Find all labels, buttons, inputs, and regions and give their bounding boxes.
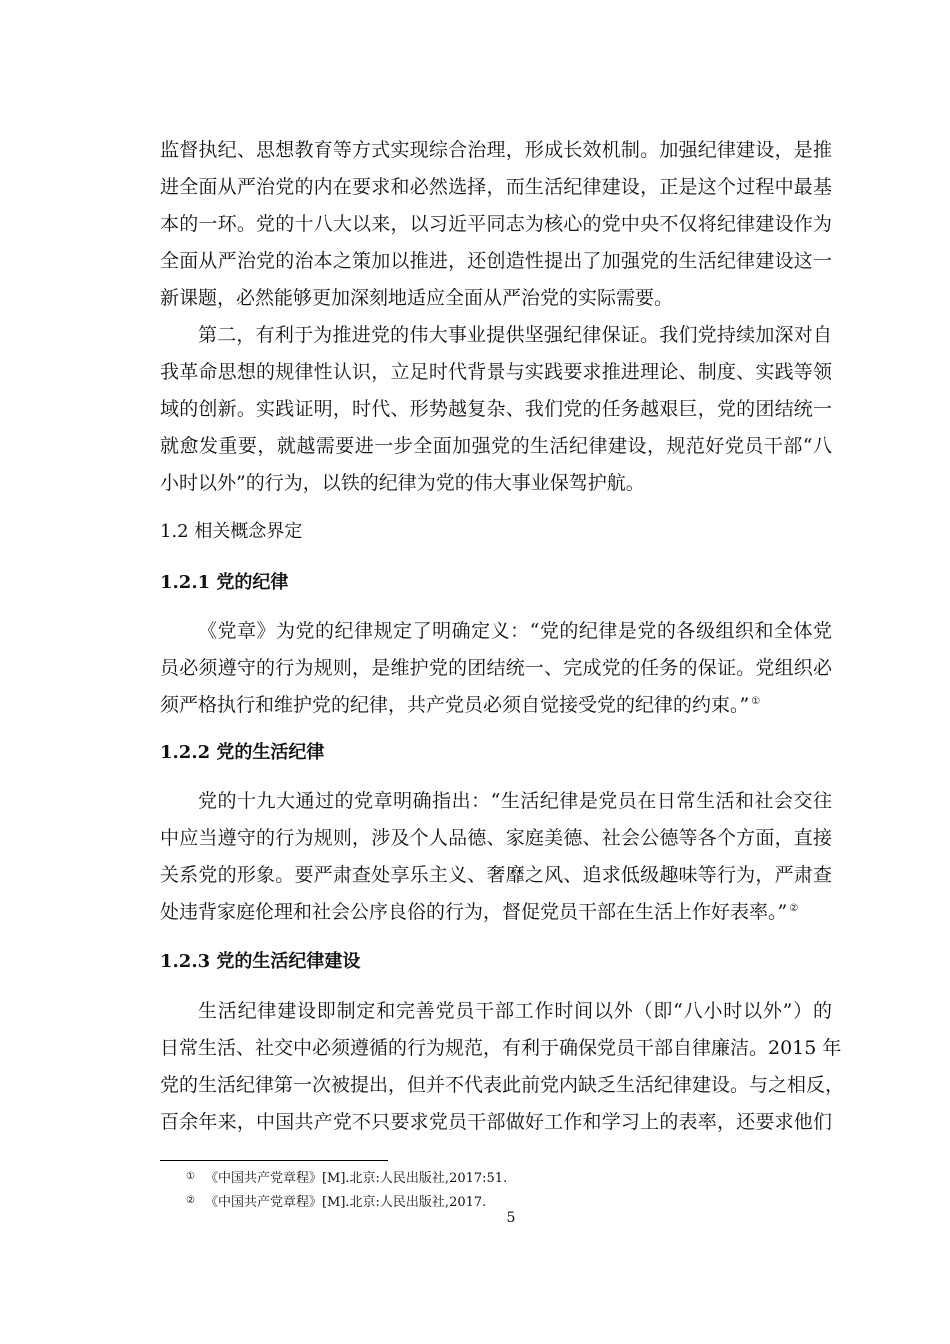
paragraph-line: 我革命思想的规律性认识，立足时代背景与实践要求推进理论、制度、实践等领 <box>160 361 832 383</box>
section-heading: 1.2 相关概念界定 <box>160 521 303 542</box>
footnote-mark: ① <box>186 1171 195 1182</box>
paragraph-line: 全面从严治党的治本之策加以推进，还创造性提出了加强党的生活纪律建设这一 <box>160 250 832 272</box>
paragraph-line <box>160 693 832 717</box>
paragraph-text: 处违背家庭伦理和社会公序良俗的行为，督促党员干部在生活上作好表率。” <box>160 901 788 923</box>
footnote <box>186 1170 507 1189</box>
paragraph-line: 新课题，必然能够更加深刻地适应全面从严治党的实际需要。 <box>160 287 674 309</box>
paragraph-text: 须严格执行和维护党的纪律，共产党员必须自觉接受党的纪律的约束。” <box>160 694 750 716</box>
paragraph-line: 监督执纪、思想教育等方式实现综合治理，形成长效机制。加强纪律建设，是推 <box>160 139 832 161</box>
paragraph-line: 百余年来，中国共产党不只要求党员干部做好工作和学习上的表率，还要求他们 <box>160 1111 832 1133</box>
paragraph-line: 进全面从严治党的内在要求和必然选择，而生活纪律建设，正是这个过程中最基 <box>160 176 832 198</box>
page-number: 5 <box>506 1210 516 1226</box>
paragraph-line: 第二，有利于为推进党的伟大事业提供坚强纪律保证。我们党持续加深对自 <box>198 324 832 346</box>
paragraph-line: 中应当遵守的行为规则，涉及个人品德、家庭美德、社会公德等各个方面，直接 <box>160 827 832 849</box>
paragraph-line: 关系党的形象。要严肃查处享乐主义、奢靡之风、追求低级趣味等行为，严肃查 <box>160 864 832 886</box>
paragraph-line: 生活纪律建设即制定和完善党员干部工作时间以外（即“八小时以外”）的 <box>198 1000 832 1022</box>
paragraph-line: 员必须遵守的行为规则，是维护党的团结统一、完成党的任务的保证。党组织必 <box>160 657 832 679</box>
paragraph-line: 就愈发重要，就越需要进一步全面加强党的生活纪律建设，规范好党员干部“八 <box>160 435 832 457</box>
paragraph-line: 域的创新。实践证明，时代、形势越复杂、我们党的任务越艰巨，党的团结统一 <box>160 398 832 420</box>
footnote-ref: ② <box>789 902 799 914</box>
footnote-text: 《中国共产党章程》[M].北京:人民出版社,2017. <box>204 1195 487 1210</box>
paragraph-line <box>160 900 832 924</box>
paragraph-line: 党的十九大通过的党章明确指出：“生活纪律是党员在日常生活和社会交往 <box>198 790 832 812</box>
paragraph-line: 小时以外”的行为，以铁的纪律为党的伟大事业保驾护航。 <box>160 472 645 494</box>
footnote-text: 《中国共产党章程》[M].北京:人民出版社,2017:51. <box>204 1171 508 1186</box>
paragraph-line: 《党章》为党的纪律规定了明确定义：“党的纪律是党的各级组织和全体党 <box>198 620 832 642</box>
paragraph-line: 党的生活纪律第一次被提出，但并不代表此前党内缺乏生活纪律建设。与之相反， <box>160 1074 845 1096</box>
subsection-heading: 1.2.3 党的生活纪律建设 <box>160 951 361 972</box>
subsection-heading: 1.2.1 党的纪律 <box>160 572 289 593</box>
paragraph-line: 本的一环。党的十八大以来，以习近平同志为核心的党中央不仅将纪律建设作为 <box>160 213 832 235</box>
paragraph-line: 日常生活、社交中必须遵循的行为规范，有利于确保党员干部自律廉洁。2015 年 <box>160 1037 842 1059</box>
footnote-mark: ② <box>186 1195 195 1206</box>
subsection-heading: 1.2.2 党的生活纪律 <box>160 742 325 763</box>
footnote-ref: ① <box>751 695 761 707</box>
footnote-separator <box>160 1160 388 1161</box>
